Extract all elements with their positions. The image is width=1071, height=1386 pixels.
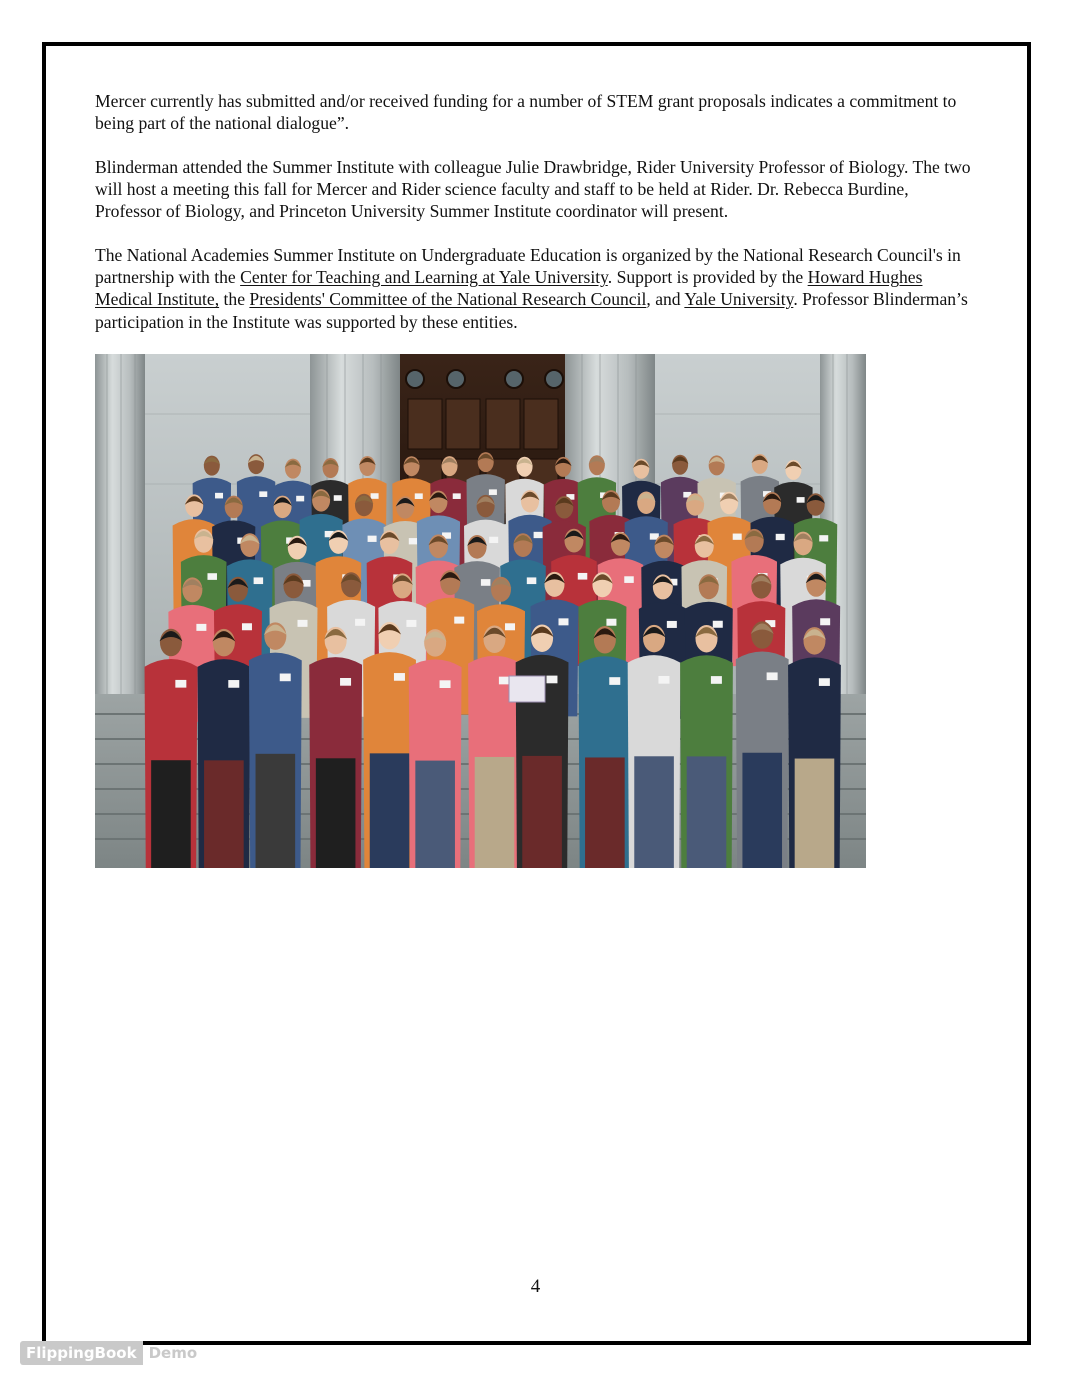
name-tag: [259, 491, 267, 497]
name-tag: [215, 493, 223, 499]
person: [680, 625, 733, 868]
group-photo: [95, 354, 866, 868]
name-tag: [242, 623, 252, 630]
name-tag: [606, 619, 616, 626]
name-tag: [534, 532, 543, 538]
name-tag: [527, 577, 537, 584]
paragraph-text: the: [219, 289, 250, 310]
person-legs: [634, 756, 674, 868]
name-tag: [776, 534, 785, 540]
name-tag: [546, 676, 557, 684]
flippingbook-watermark[interactable]: [20, 1340, 203, 1366]
link-hhmi[interactable]: Howard Hughes Medical Institute,: [95, 267, 923, 310]
watermark-demo-label: Demo: [148, 1344, 198, 1362]
person: [468, 626, 521, 868]
name-tag: [797, 497, 805, 503]
person: [145, 629, 198, 868]
name-tag: [767, 672, 778, 680]
name-tag: [368, 536, 377, 542]
name-tag: [489, 537, 498, 543]
name-tag: [733, 534, 742, 540]
person-legs: [585, 757, 625, 868]
name-tag: [505, 623, 515, 630]
link-yale-university[interactable]: Yale University: [684, 289, 794, 310]
person: [309, 627, 362, 868]
link-presidents-committee[interactable]: Presidents' Committee of the National Research Council: [249, 289, 647, 310]
name-tag: [228, 680, 239, 688]
name-tag: [296, 496, 304, 502]
person-legs: [370, 753, 410, 868]
person: [249, 622, 302, 868]
name-tag: [340, 678, 351, 686]
name-tag: [409, 538, 418, 544]
name-tag: [499, 677, 510, 685]
name-tag: [609, 677, 620, 685]
name-tag: [297, 620, 307, 627]
person-legs: [256, 754, 296, 868]
name-tag: [667, 621, 677, 628]
name-tag: [624, 576, 634, 583]
page-number: 4: [530, 1276, 541, 1297]
link-yale-teaching-center[interactable]: Center for Teaching and Learning at Yale University: [240, 267, 608, 288]
paragraph-text: . Support is provided by the: [607, 267, 808, 288]
name-tag: [415, 493, 423, 499]
person-legs: [687, 756, 727, 868]
person: [363, 622, 416, 868]
name-tag: [578, 573, 588, 580]
name-tag: [394, 673, 405, 681]
paragraph-text: . Professor Blinderman’s participation in the Institute was supported by these entities.: [95, 289, 968, 332]
name-tag: [489, 489, 497, 495]
paragraph-text: The National Academies Summer Institute on Undergraduate Education is organized by the National Research Council's in partnership with the: [95, 245, 961, 288]
name-tag: [355, 619, 365, 626]
name-tag: [254, 577, 263, 584]
name-tag: [713, 621, 723, 628]
person: [197, 629, 250, 868]
person-legs: [415, 761, 455, 868]
certificate-frame: [509, 676, 545, 702]
paragraph-funding: Mercer currently has submitted and/or received funding for a number of STEM grant proposals indicates a commitment to being part of the national dialogue”.: [95, 91, 957, 134]
name-tag: [406, 620, 416, 627]
name-tag: [371, 493, 379, 499]
person-legs: [204, 760, 244, 868]
paragraph-institute: [95, 244, 975, 333]
name-tag: [454, 617, 464, 624]
name-tag: [819, 535, 828, 541]
name-tag: [658, 676, 669, 684]
name-tag: [175, 680, 186, 688]
name-tag: [280, 674, 291, 682]
name-tag: [819, 678, 830, 686]
name-tag: [196, 624, 206, 631]
paragraph-blinderman: Blinderman attended the Summer Institute with colleague Julie Drawbridge, Rider University Professor of Biology. The two will host a meeting this fall for Mercer and Rider science faculty and staff to be held at Rider. Dr. Rebecca Burdine, Professor of Biology, and Princeton University Summer Institute coordinator will present.: [95, 157, 971, 222]
name-tag: [334, 495, 342, 501]
person: [409, 629, 462, 868]
person: [578, 626, 631, 868]
name-tag: [453, 493, 461, 499]
name-tag: [207, 573, 217, 580]
watermark-brand: FlippingBook: [20, 1341, 143, 1365]
person-legs: [316, 758, 356, 868]
paragraph-text: , and: [646, 289, 685, 310]
name-tag: [440, 680, 451, 688]
person: [516, 624, 569, 868]
person: [736, 621, 789, 868]
name-tag: [820, 618, 830, 625]
name-tag: [711, 676, 722, 684]
person-legs: [151, 760, 191, 868]
person-legs: [742, 753, 782, 868]
person-legs: [475, 757, 515, 868]
person: [788, 627, 841, 868]
name-tag: [558, 618, 568, 625]
name-tag: [481, 579, 491, 586]
person: [628, 625, 681, 868]
person-legs: [522, 756, 562, 868]
person-legs: [795, 759, 835, 868]
